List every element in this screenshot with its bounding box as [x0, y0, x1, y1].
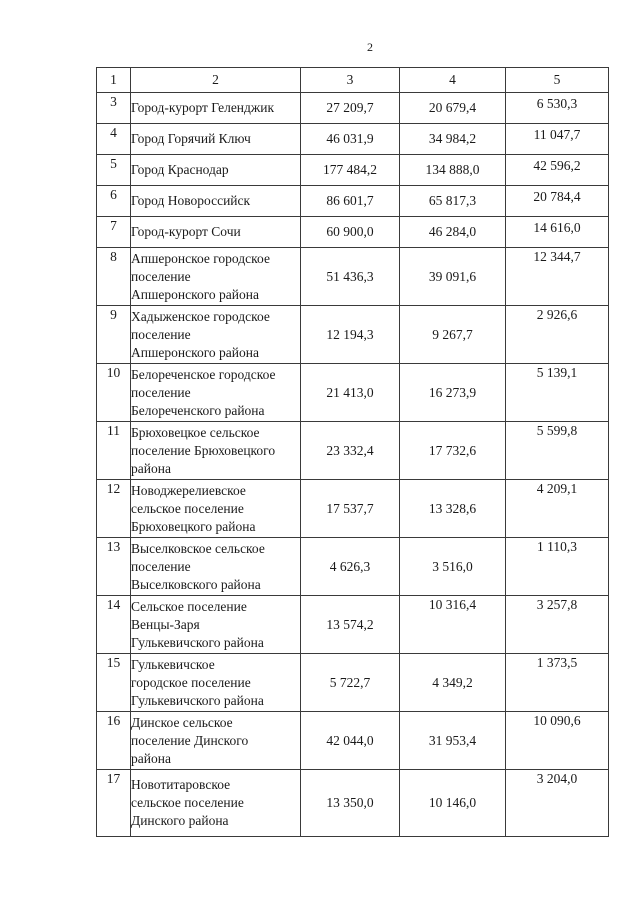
column-header-2: 2	[131, 68, 301, 93]
row-number: 5	[97, 155, 131, 186]
municipality-name-line: района	[131, 460, 171, 476]
value-col-3: 12 194,3	[301, 306, 400, 364]
table-row	[97, 770, 609, 837]
row-number: 4	[97, 124, 131, 155]
value-col-5: 1 110,3	[506, 538, 609, 596]
table-row	[97, 538, 609, 596]
municipality-name-line: Брюховецкое сельское	[131, 424, 260, 440]
municipality-name-line: Венцы-Заря	[131, 616, 200, 632]
municipality-name-line: Апшеронского района	[131, 344, 259, 360]
value-col-4: 17 732,6	[400, 422, 506, 480]
municipality-name-line: Динского района	[131, 813, 229, 828]
value-col-5: 5 599,8	[506, 422, 609, 480]
municipality-name-line: Гулькевичского района	[131, 634, 264, 650]
value-col-4: 16 273,9	[400, 364, 506, 422]
municipality-name-line: сельское поселение	[131, 500, 244, 516]
row-number: 9	[97, 306, 131, 364]
value-col-5: 10 090,6	[506, 712, 609, 770]
page-number: 2	[367, 40, 373, 54]
municipality-name	[131, 422, 301, 480]
municipality-name	[131, 364, 301, 422]
municipality-name-line: Белореченское городское	[131, 366, 276, 382]
row-number: 8	[97, 248, 131, 306]
column-header-4: 4	[400, 68, 506, 93]
municipality-name-line: Выселковского района	[131, 576, 261, 592]
row-number: 3	[97, 93, 131, 124]
municipality-name	[131, 712, 301, 770]
municipality-name	[131, 654, 301, 712]
municipality-name: Город-курорт Сочи	[131, 217, 301, 248]
value-col-3: 177 484,2	[301, 155, 400, 186]
table-row	[97, 217, 609, 248]
value-col-4: 34 984,2	[400, 124, 506, 155]
row-number: 11	[97, 422, 131, 480]
municipality-name	[131, 248, 301, 306]
municipality-name-line: поселение	[131, 384, 191, 400]
municipality-name	[131, 306, 301, 364]
value-col-5: 5 139,1	[506, 364, 609, 422]
table-row	[97, 364, 609, 422]
value-col-5: 3 204,0	[506, 770, 609, 837]
table-header-row	[97, 68, 609, 93]
municipality-name-line: Гулькевичского района	[131, 692, 264, 708]
table-row	[97, 480, 609, 538]
table-row	[97, 596, 609, 654]
value-col-4: 3 516,0	[400, 538, 506, 596]
row-number: 13	[97, 538, 131, 596]
municipality-name	[131, 596, 301, 654]
municipality-name-line: поселение	[131, 268, 191, 284]
municipality-name-line: поселение	[131, 326, 191, 342]
value-col-5: 12 344,7	[506, 248, 609, 306]
table-row	[97, 712, 609, 770]
value-col-3: 42 044,0	[301, 712, 400, 770]
table-row	[97, 186, 609, 217]
value-col-3: 17 537,7	[301, 480, 400, 538]
municipality-name	[131, 538, 301, 596]
value-col-3: 46 031,9	[301, 124, 400, 155]
row-number: 7	[97, 217, 131, 248]
municipality-name-line: сельское поселение	[131, 795, 244, 810]
value-col-5: 20 784,4	[506, 186, 609, 217]
municipality-name-line: Динское сельское	[131, 714, 233, 730]
row-number: 6	[97, 186, 131, 217]
value-col-4: 20 679,4	[400, 93, 506, 124]
value-col-4: 9 267,7	[400, 306, 506, 364]
municipality-name-line: поселение	[131, 558, 191, 574]
allocation-table	[96, 67, 609, 837]
value-col-4: 46 284,0	[400, 217, 506, 248]
value-col-4: 39 091,6	[400, 248, 506, 306]
table-row	[97, 93, 609, 124]
column-header-5: 5	[506, 68, 609, 93]
municipality-name-line: поселение Брюховецкого	[131, 442, 276, 458]
value-col-4: 31 953,4	[400, 712, 506, 770]
municipality-name-line: района	[131, 750, 171, 766]
municipality-name: Город Горячий Ключ	[131, 124, 301, 155]
row-number: 16	[97, 712, 131, 770]
municipality-name-line: Апшеронского района	[131, 286, 259, 302]
municipality-name-line: Выселковское сельское	[131, 540, 265, 556]
municipality-name-line: Сельское поселение	[131, 598, 247, 614]
value-col-5: 42 596,2	[506, 155, 609, 186]
value-col-5: 6 530,3	[506, 93, 609, 124]
municipality-name-line: поселение Динского	[131, 732, 249, 748]
value-col-4: 10 316,4	[400, 596, 506, 654]
municipality-name: Город Краснодар	[131, 155, 301, 186]
row-number: 10	[97, 364, 131, 422]
municipality-name-line: городское поселение	[131, 674, 251, 690]
value-col-3: 5 722,7	[301, 654, 400, 712]
municipality-name-line: Апшеронское городское	[131, 250, 270, 266]
value-col-3: 13 350,0	[301, 770, 400, 837]
table-row	[97, 306, 609, 364]
row-number: 15	[97, 654, 131, 712]
value-col-3: 27 209,7	[301, 93, 400, 124]
value-col-3: 13 574,2	[301, 596, 400, 654]
table-row	[97, 155, 609, 186]
value-col-3: 21 413,0	[301, 364, 400, 422]
municipality-name-line: Новоджерелиевское	[131, 482, 246, 498]
municipality-name: Город Новороссийск	[131, 186, 301, 217]
value-col-3: 51 436,3	[301, 248, 400, 306]
table-row	[97, 654, 609, 712]
municipality-name: Город-курорт Геленджик	[131, 93, 301, 124]
row-number: 12	[97, 480, 131, 538]
value-col-3: 86 601,7	[301, 186, 400, 217]
municipality-name-line: Белореченского района	[131, 402, 265, 418]
value-col-4: 13 328,6	[400, 480, 506, 538]
table-row	[97, 248, 609, 306]
municipality-name	[131, 480, 301, 538]
column-header-1: 1	[97, 68, 131, 93]
value-col-5: 2 926,6	[506, 306, 609, 364]
column-header-3: 3	[301, 68, 400, 93]
value-col-5: 1 373,5	[506, 654, 609, 712]
value-col-5: 14 616,0	[506, 217, 609, 248]
value-col-3: 60 900,0	[301, 217, 400, 248]
row-number: 17	[97, 770, 131, 837]
value-col-3: 4 626,3	[301, 538, 400, 596]
municipality-name	[131, 770, 301, 837]
value-col-4: 134 888,0	[400, 155, 506, 186]
municipality-name-line: Новотитаровское	[131, 777, 231, 792]
value-col-4: 10 146,0	[400, 770, 506, 837]
municipality-name-line: Брюховецкого района	[131, 518, 256, 534]
table-row	[97, 422, 609, 480]
municipality-name-line: Хадыженское городское	[131, 308, 270, 324]
row-number: 14	[97, 596, 131, 654]
table-row	[97, 124, 609, 155]
value-col-5: 3 257,8	[506, 596, 609, 654]
value-col-5: 4 209,1	[506, 480, 609, 538]
value-col-4: 4 349,2	[400, 654, 506, 712]
value-col-5: 11 047,7	[506, 124, 609, 155]
municipality-name-line: Гулькевичское	[131, 656, 215, 672]
value-col-3: 23 332,4	[301, 422, 400, 480]
value-col-4: 65 817,3	[400, 186, 506, 217]
